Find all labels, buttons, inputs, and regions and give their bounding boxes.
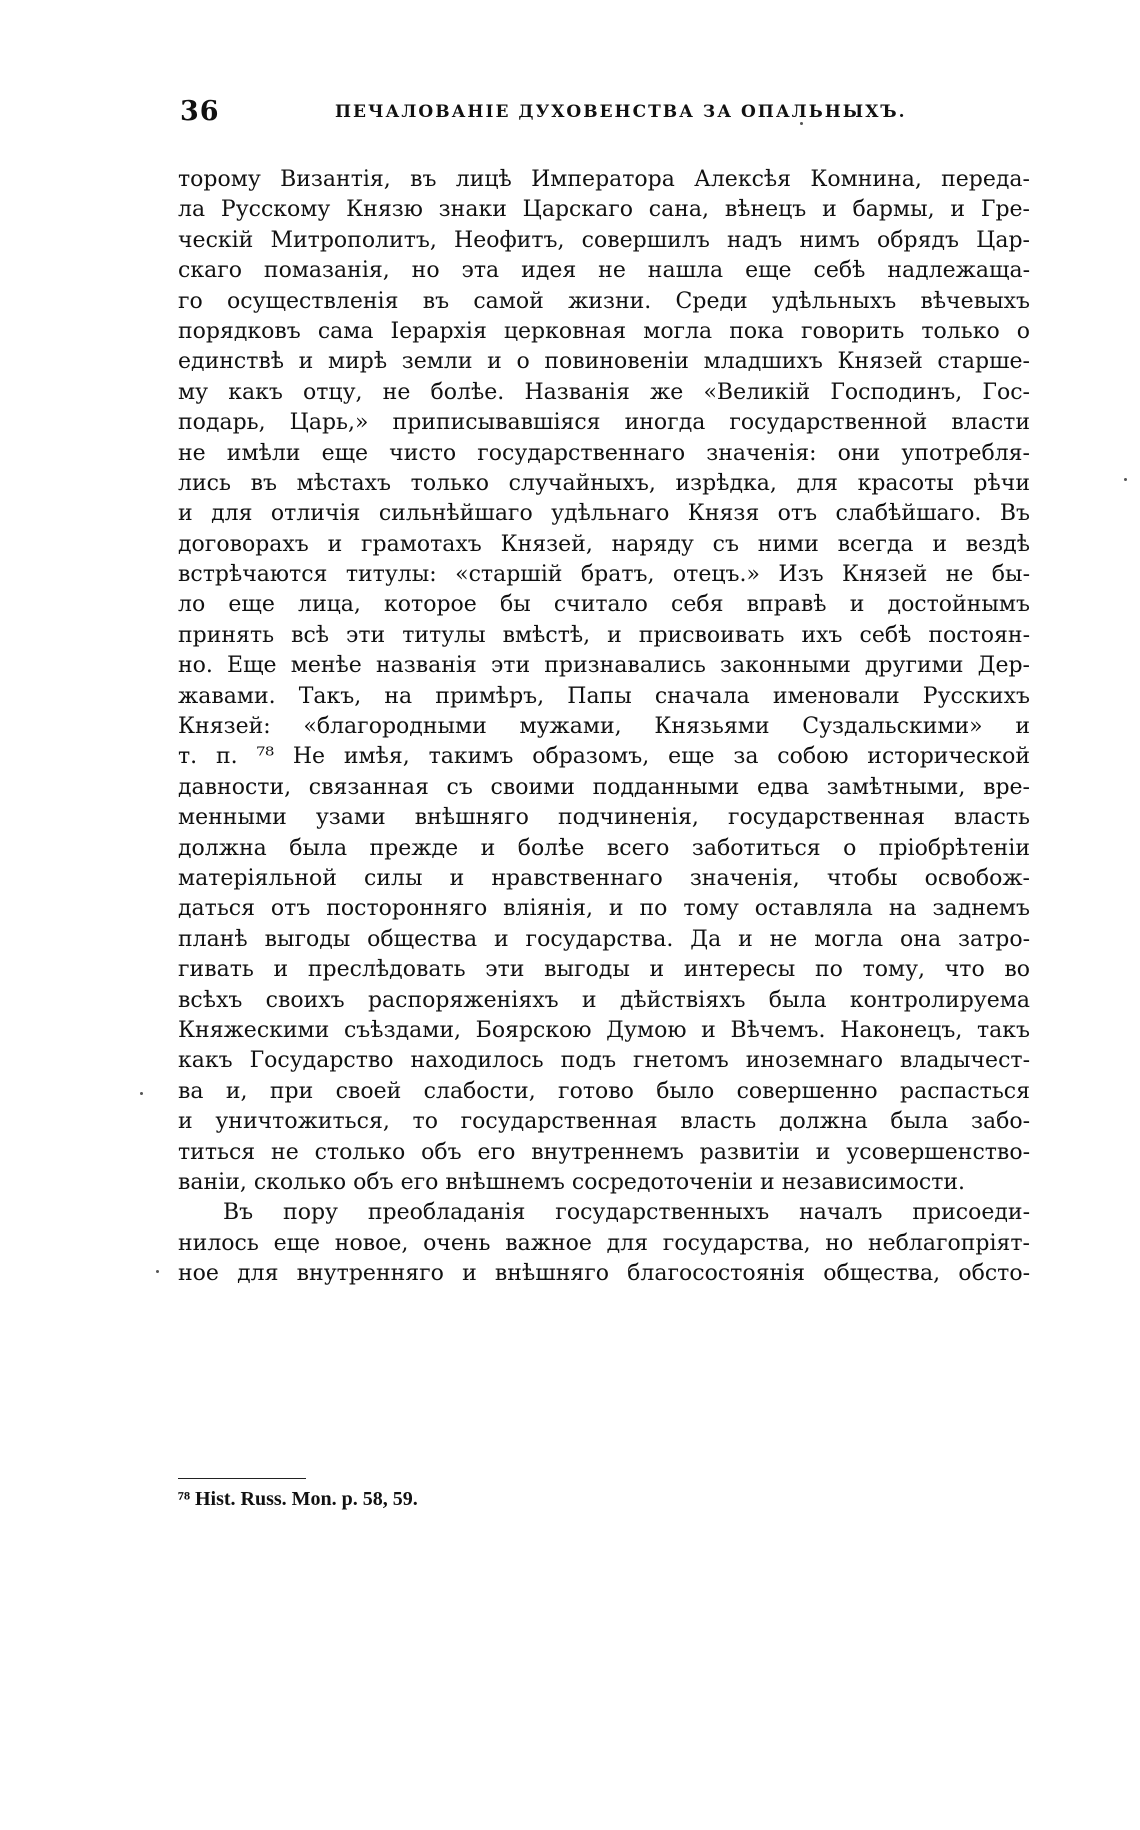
page-header — [180, 96, 1040, 136]
text-line: и уничтожиться, то государственная власть должна была забо- — [178, 1109, 1030, 1135]
text-line: скаго помазанія, но эта идея не нашла еще себѣ надлежаща- — [178, 258, 1030, 284]
text-line: встрѣчаются титулы: «старшій братъ, отецъ.» Изъ Князей не бы- — [178, 562, 1030, 588]
scan-speck — [140, 1092, 143, 1095]
text-line: т. п. ⁷⁸ Не имѣя, такимъ образомъ, еще за собою исторической — [178, 744, 1030, 770]
scan-speck — [1124, 478, 1127, 481]
text-line: договорахъ и грамотахъ Князей, наряду съ ними всегда и вездѣ — [178, 531, 1030, 557]
text-line: нилось еще новое, очень важное для государства, но неблагопріят- — [178, 1230, 1030, 1256]
text-line: ное для внутренняго и внѣшняго благосостоянія общества, обсто- — [178, 1261, 1030, 1287]
footnote: ⁷⁸ Hist. Russ. Mon. p. 58, 59. — [178, 1488, 418, 1510]
text-line: ва и, при своей слабости, готово было совершенно распасться — [178, 1078, 1030, 1104]
text-line: менными узами внѣшняго подчиненія, государственная власть — [178, 805, 1030, 831]
text-line: му какъ отцу, не болѣе. Названія же «Великій Господинъ, Гос- — [178, 379, 1030, 405]
text-line: го осуществленія въ самой жизни. Среди удѣльныхъ вѣчевыхъ — [178, 288, 1030, 314]
text-line: ла Русскому Князю знаки Царскаго сана, вѣнецъ и бармы, и Гре- — [178, 197, 1030, 223]
text-line: какъ Государство находилось подъ гнетомъ иноземнаго владычест- — [178, 1048, 1030, 1074]
text-line: титься не столько объ его внутреннемъ развитіи и усовершенство- — [178, 1139, 1030, 1165]
page-number: 36 — [180, 96, 220, 127]
text-line: должна была прежде и болѣе всего заботиться о пріобрѣтеніи — [178, 835, 1030, 861]
text-line: Княжескими съѣздами, Боярскою Думою и Вѣчемъ. Наконецъ, такъ — [178, 1017, 1030, 1043]
running-title: ПЕЧАЛОВАНІЕ ДУХОВЕНСТВА ЗА ОПАЛЬНЫХЪ. — [335, 102, 907, 122]
text-line: но. Еще менѣе названія эти признавались законными другими Дер- — [178, 653, 1030, 679]
text-line: матеріяльной силы и нравственнаго значенія, чтобы освобож- — [178, 865, 1030, 891]
text-line: порядковъ сама Іерархія церковная могла пока говорить только о — [178, 318, 1030, 344]
text-line: всѣхъ своихъ распоряженіяхъ и дѣйствіяхъ была контролируема — [178, 987, 1030, 1013]
text-line: торому Византія, въ лицѣ Императора Алексѣя Комнина, переда- — [178, 167, 1030, 192]
body-text — [178, 165, 1030, 1289]
text-line: Князей: «благородными мужами, Князьями Суздальскими» и — [178, 714, 1030, 740]
text-line: подарь, Царь,» приписывавшіяся иногда государственной власти — [178, 410, 1030, 436]
text-line: и для отличія сильнѣйшаго удѣльнаго Князя отъ слабѣйшаго. Въ — [178, 501, 1030, 527]
text-line: ческій Митрополитъ, Неофитъ, совершилъ надъ нимъ обрядъ Цар- — [178, 227, 1030, 253]
text-line: единствѣ и мирѣ земли и о повиновеніи младшихъ Князей старше- — [178, 349, 1030, 375]
footnote-divider — [178, 1478, 306, 1479]
text-line: даться отъ посторонняго вліянія, и по тому оставляла на заднемъ — [178, 896, 1030, 922]
text-line: ло еще лица, которое бы считало себя вправѣ и достойнымъ — [178, 592, 1030, 618]
text-line: ваніи, сколько объ его внѣшнемъ сосредоточеніи и независимости. — [178, 1169, 966, 1195]
text-line: не имѣли еще чисто государственнаго значенія: они употребля- — [178, 440, 1030, 466]
text-line: гивать и преслѣдовать эти выгоды и интересы по тому, что во — [178, 957, 1030, 983]
text-line: давности, связанная съ своими подданными едва замѣтными, вре- — [178, 774, 1030, 800]
text-line: жавами. Такъ, на примѣръ, Папы сначала именовали Русскихъ — [178, 683, 1030, 709]
text-line: планѣ выгоды общества и государства. Да и не могла она затро- — [178, 926, 1030, 952]
paragraph-start-line: Въ пору преобладанія государственныхъ началъ присоеди- — [223, 1200, 1030, 1226]
text-line: лись въ мѣстахъ только случайныхъ, изрѣдка, для красоты рѣчи — [178, 470, 1030, 496]
scan-speck — [800, 122, 803, 125]
scan-speck — [156, 1270, 159, 1273]
text-line: принять всѣ эти титулы вмѣстѣ, и присвоивать ихъ себѣ постоян- — [178, 622, 1030, 648]
